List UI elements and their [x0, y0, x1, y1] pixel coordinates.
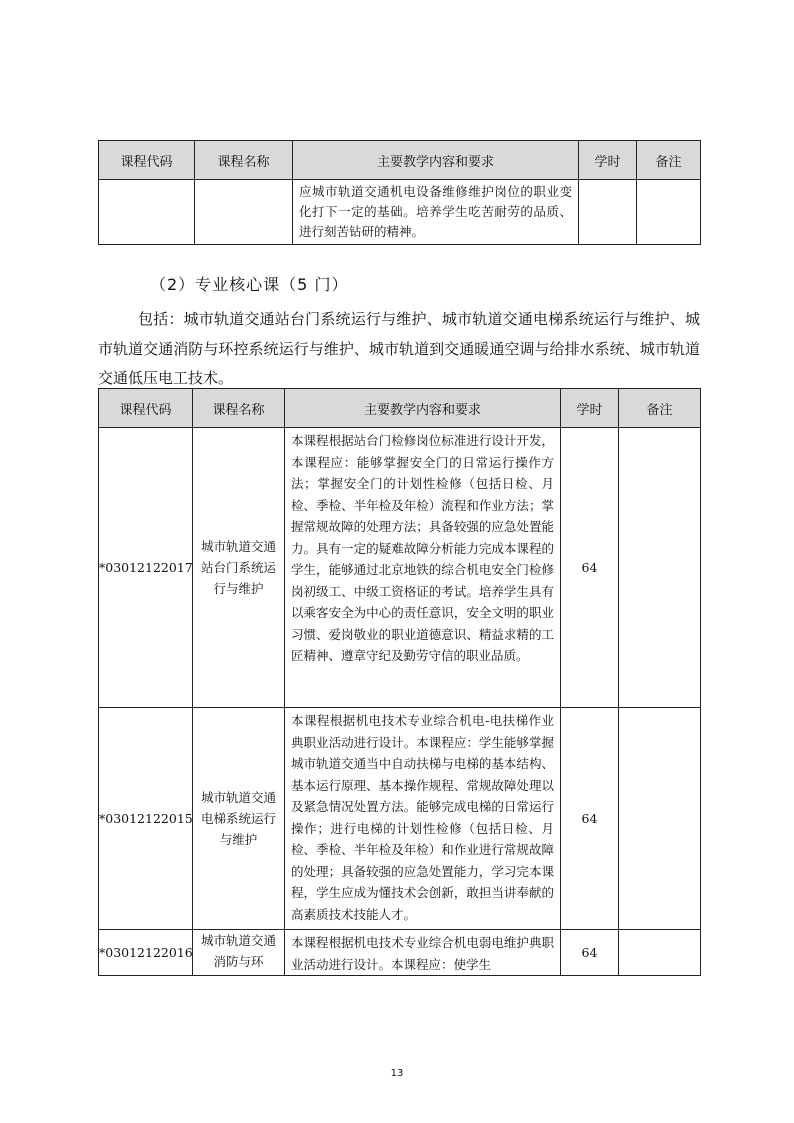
table-row — [99, 180, 701, 245]
cell-code: *03012122017 — [99, 428, 193, 708]
section-intro-paragraph: 包括：城市轨道交通站台门系统运行与维护、城市轨道交通电梯系统运行与维护、城市轨道交通消防与环控系统运行与维护、城市轨道到交通暖通空调与给排水系统、城市轨道交通低压电工技术。 — [98, 310, 700, 387]
cell-content: 本课程根据机电技术专业综合机电-电扶梯作业典职业活动进行设计。本课程应：学生能够掌握城市轨道交通当中自动扶梯与电梯的基本结构、基本运行原理、基本操作规程、常规故障处理以及紧急情况处置方法。能够完成电梯的日常运行操作；进行电梯的计划性检修（包括日检、月检、季检、半年检及年检）和作业进行常规故障的处理；具备较强的应急处置能力，学习完本课程，学生应成为懂技术会创新，敢担当讲奉献的高素质技术技能人才。 — [285, 708, 561, 930]
cell-code — [99, 180, 195, 245]
table-row — [99, 930, 701, 976]
page-number: 13 — [390, 1068, 404, 1079]
cell-content: 本课程根据站台门检修岗位标准进行设计开发，本课程应：能够掌握安全门的日常运行操作方法；掌握安全门的计划性检修（包括日检、月检、季检、半年检及年检）流程和作业方法；掌握常规故障的处理方法；具备较强的应急处置能力。具有一定的疑难故障分析能力完成本课程的学生，能够通过北京地铁的综合机电安全门检修岗初级工、中级工资格证的考试。培养学生具有以乘客安全为中心的责任意识，安全文明的职业习惯、爱岗敬业的职业道德意识、精益求精的工匠精神、遵章守纪及勤劳守信的职业品质。 — [285, 428, 561, 708]
header-main-content: 主要教学内容和要求 — [285, 389, 561, 428]
header-course-code: 课程代码 — [99, 141, 195, 180]
cell-hours: 64 — [561, 428, 619, 708]
cell-note — [637, 180, 701, 245]
table-row — [99, 708, 701, 930]
course-table-continued — [98, 140, 701, 245]
cell-content — [285, 930, 561, 976]
cell-content: 应城市轨道交通机电设备维修维护岗位的职业变化打下一定的基础。培养学生吃苦耐劳的品质、进行刻苦钻研的精神。 — [293, 180, 579, 245]
cell-hours: 64 — [561, 708, 619, 930]
core-course-table — [98, 388, 701, 976]
section-heading: （2）专业核心课（5 门） — [150, 275, 349, 294]
header-hours: 学时 — [561, 389, 619, 428]
cell-hours — [579, 180, 637, 245]
cell-note — [619, 428, 701, 708]
table-header-row — [99, 389, 701, 428]
cell-name-text: 城市轨道交通消防与环 — [200, 933, 276, 969]
cell-note — [619, 930, 701, 976]
cell-name: 城市轨道交通站台门系统运行与维护 — [193, 428, 285, 708]
header-course-name: 课程名称 — [193, 389, 285, 428]
cell-content-text: 本课程根据机电技术专业综合机电弱电维护典职业活动进行设计。本课程应：使学生 — [291, 935, 554, 972]
table-header-row — [99, 141, 701, 180]
cell-name — [193, 930, 285, 976]
header-main-content: 主要教学内容和要求 — [293, 141, 579, 180]
cell-hours: 64 — [561, 930, 619, 976]
cell-code: *03012122016 — [99, 930, 193, 976]
cell-code: *03012122015 — [99, 708, 193, 930]
cell-note — [619, 708, 701, 930]
cell-name — [195, 180, 293, 245]
header-notes: 备注 — [637, 141, 701, 180]
header-notes: 备注 — [619, 389, 701, 428]
header-course-code: 课程代码 — [99, 389, 193, 428]
header-hours: 学时 — [579, 141, 637, 180]
table-row — [99, 428, 701, 708]
header-course-name: 课程名称 — [195, 141, 293, 180]
cell-name: 城市轨道交通电梯系统运行与维护 — [193, 708, 285, 930]
